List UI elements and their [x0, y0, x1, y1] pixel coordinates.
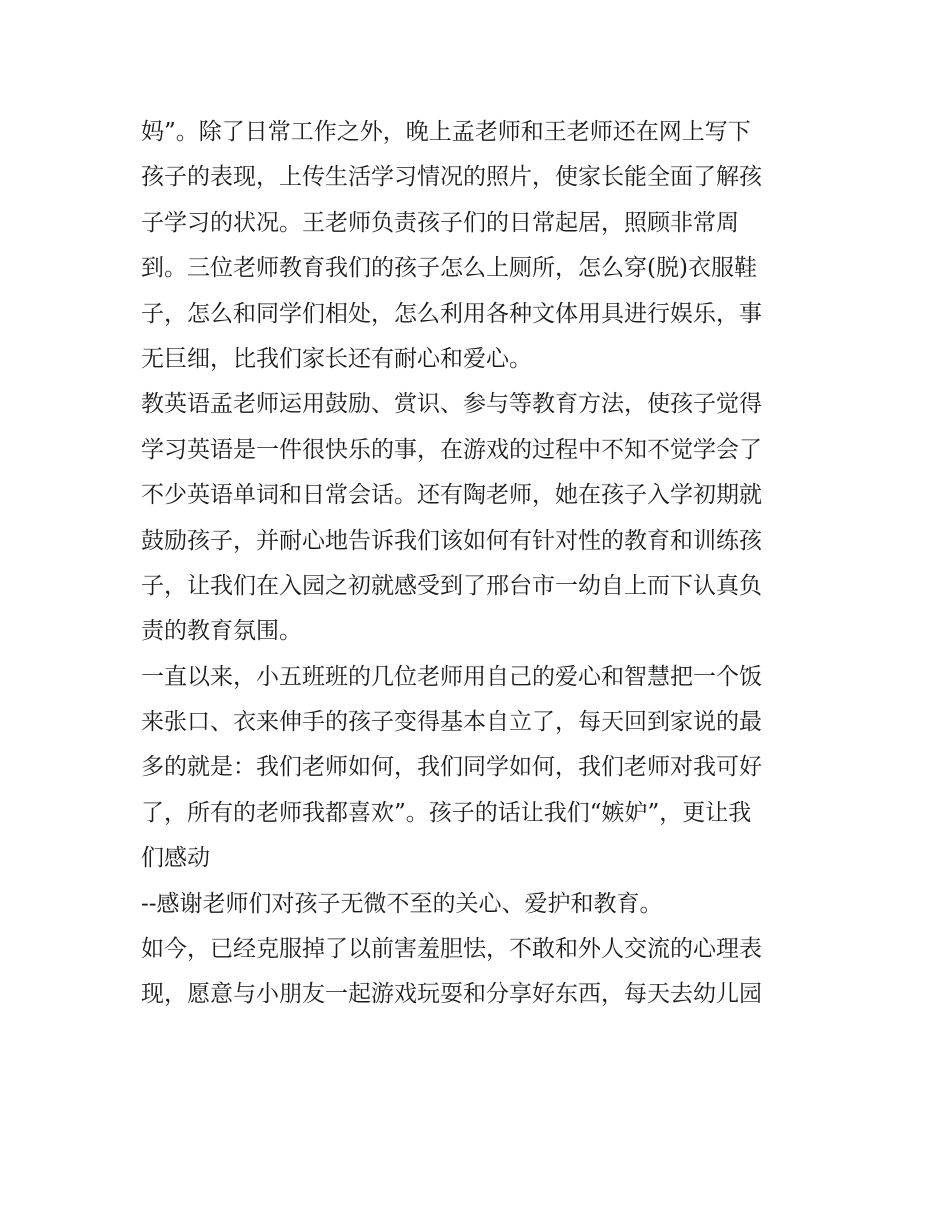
text-line: 责的教育氛围。 — [141, 618, 302, 645]
text-line: 无巨细，比我们家长还有耐心和爱心。 — [141, 345, 532, 372]
text-line: 不少英语单词和日常会话。还有陶老师，她在孩子入学初期就 — [141, 482, 762, 509]
text-line: 到。三位老师教育我们的孩子怎么上厕所，怎么穿(脱)衣服鞋 — [141, 255, 757, 282]
text-line: 妈”。除了日常工作之外，晚上孟老师和王老师还在网上写下 — [141, 119, 751, 145]
text-line: 了，所有的老师我都喜欢”。孩子的话让我们“嫉妒”，更让我 — [141, 799, 752, 826]
text-line: 们感动 — [141, 845, 210, 872]
text-line: 子学习的状况。王老师负责孩子们的日常起居，照顾非常周 — [141, 209, 739, 236]
text-line: 学习英语是一件很快乐的事，在游戏的过程中不知不觉学会了 — [141, 436, 762, 463]
text-line: 来张口、衣来伸手的孩子变得基本自立了，每天回到家说的最 — [141, 709, 762, 736]
text-line: 多的就是：我们老师如何，我们同学如何，我们老师对我可好 — [141, 754, 762, 781]
text-line: --感谢老师们对孩子无微不至的关心、爱护和教育。 — [141, 890, 663, 917]
document-body — [141, 110, 821, 1018]
text-line: 子，让我们在入园之初就感受到了邢台市一幼自上而下认真负 — [141, 572, 762, 599]
text-line: 孩子的表现，上传生活学习情况的照片，使家长能全面了解孩 — [141, 164, 762, 191]
text-line: 教英语孟老师运用鼓励、赏识、参与等教育方法，使孩子觉得 — [141, 391, 762, 418]
text-line: 子，怎么和同学们相处，怎么利用各种文体用具进行娱乐，事 — [141, 300, 762, 327]
text-line: 一直以来，小五班班的几位老师用自己的爱心和智慧把一个饭 — [141, 663, 762, 690]
text-line: 鼓励孩子，并耐心地告诉我们该如何有针对性的教育和训练孩 — [141, 527, 762, 554]
text-line: 现，愿意与小朋友一起游戏玩耍和分享好东西，每天去幼儿园 — [141, 981, 762, 1008]
text-line: 如今，已经克服掉了以前害羞胆怯，不敢和外人交流的心理表 — [141, 936, 762, 963]
